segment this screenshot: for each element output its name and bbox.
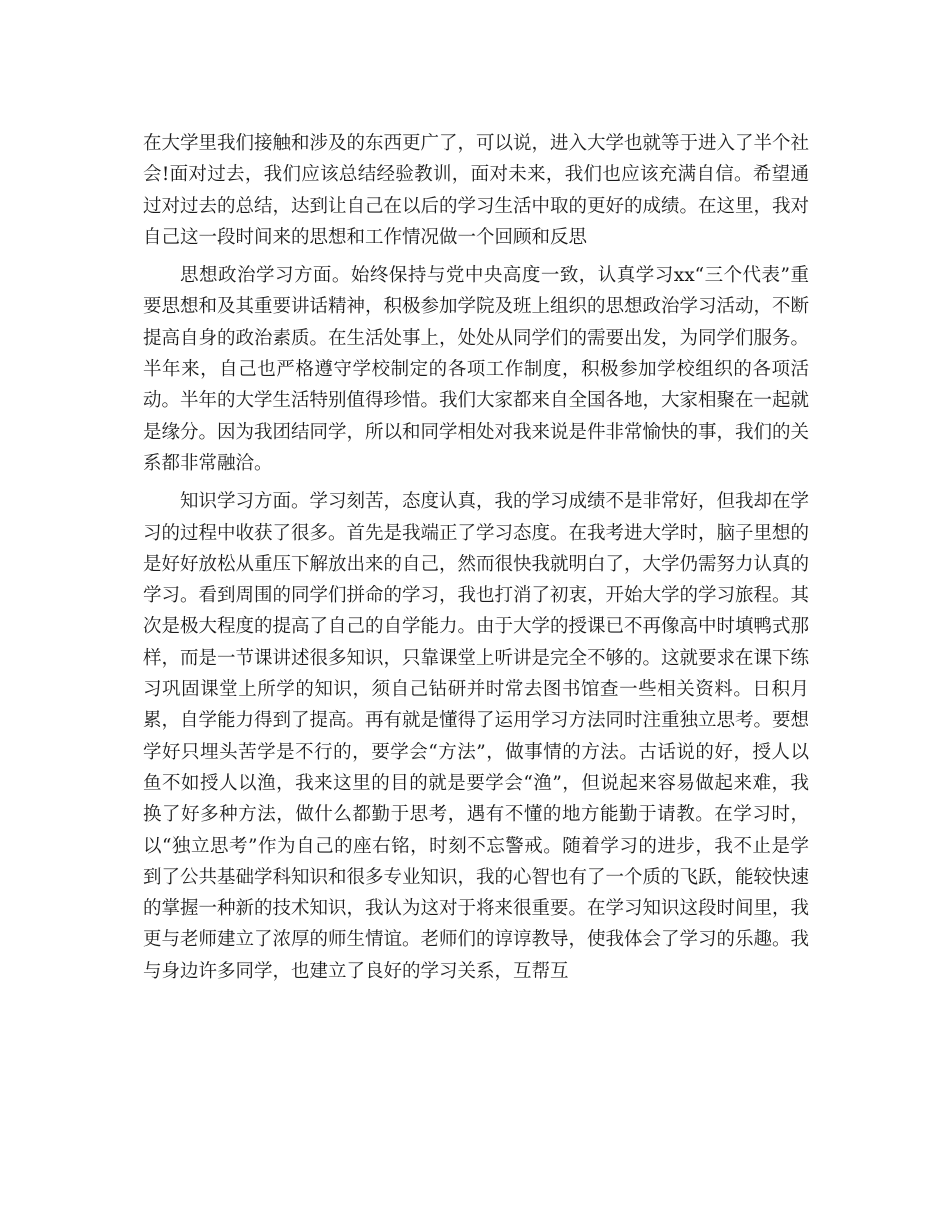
paragraph-political-study: 思想政治学习方面。始终保持与党中央高度一致，认真学习xx“三个代表”重要思想和及其重要讲话精神，积极参加学院及班上组织的思想政治学习活动，不断提高自身的政治素质。在生活处事上，处处从同学们的需要出发，为同学们服务。半年来，自己也严格遵守学校制定的各项工作制度，积极参加学校组织的各项活动。半年的大学生活特别值得珍惜。我们大家都来自全国各地，大家相聚在一起就是缘分。因为我团结同学，所以和同学相处对我来说是件非常愉快的事，我们的关系都非常融洽。 [143, 265, 810, 474]
paragraph-knowledge-study: 知识学习方面。学习刻苦，态度认真，我的学习成绩不是非常好，但我却在学习的过程中收获了很多。首先是我端正了学习态度。在我考进大学时，脑子里想的是好好放松从重压下解放出来的自己，然而很快我就明白了，大学仍需努力认真的学习。看到周围的同学们拼命的学习，我也打消了初衷，开始大学的学习旅程。其次是极大程度的提高了自己的自学能力。由于大学的授课已不再像高中时填鸭式那样，而是一节课讲述很多知识，只靠课堂上听讲是完全不够的。这就要求在课下练习巩固课堂上所学的知识，须自己钻研并时常去图书馆查一些相关资料。日积月累，自学能力得到了提高。再有就是懂得了运用学习方法同时注重独立思考。要想学好只埋头苦学是不行的，要学会“方法”，做事情的方法。古话说的好，授人以鱼不如授人以渔，我来这里的目的就是要学会“渔”，但说起来容易做起来难，我换了好多种方法，做什么都勤于思考，遇有不懂的地方能勤于请教。在学习时，以“独立思考”作为自己的座右铭，时刻不忘警戒。随着学习的进步，我不止是学到了公共基础学科知识和很多专业知识，我的心智也有了一个质的飞跃，能较快速的掌握一种新的技术知识，我认为这对于将来很重要。在学习知识这段时间里，我更与老师建立了浓厚的师生情谊。老师们的谆谆教导，使我体会了学习的乐趣。我与身边许多同学，也建立了良好的学习关系，互帮互 [143, 491, 810, 982]
document-body [143, 128, 809, 994]
paragraph-intro: 在大学里我们接触和涉及的东西更广了，可以说，进入大学也就等于进入了半个社会!面对过去，我们应该总结经验教训，面对未来，我们也应该充满自信。希望通过对过去的总结，达到让自己在以后的学习生活中取的更好的成绩。在这里，我对自己这一段时间来的思想和工作情况做一个回顾和反思 [143, 133, 810, 248]
